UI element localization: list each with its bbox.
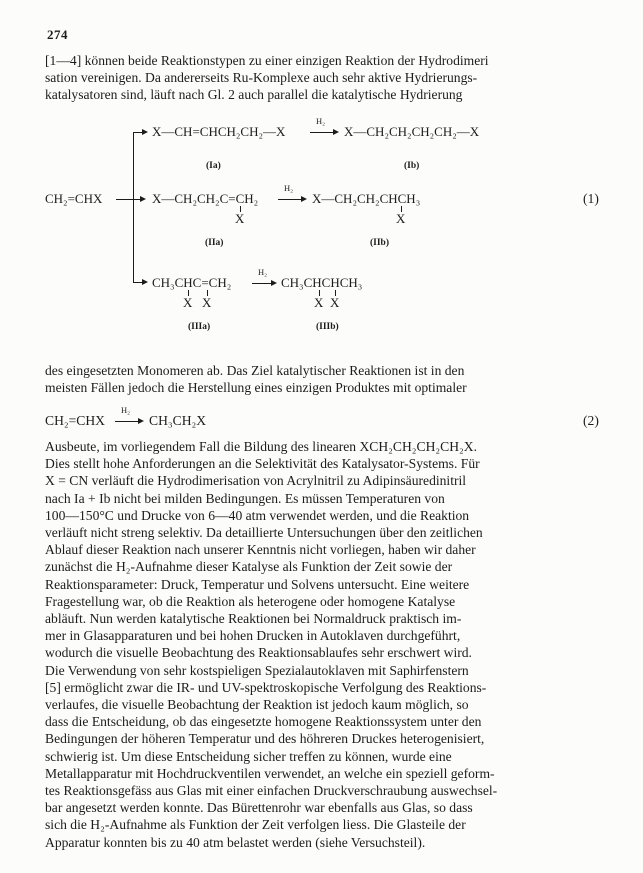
eq2-product: CH₃CH₂X	[149, 413, 207, 428]
branch-arrow-1	[133, 132, 142, 133]
text-line: Reaktionsparameter: Druck, Temperatur und Solvens untersucht. Eine weitere	[45, 576, 470, 592]
text-line: wodurch die visuelle Beobachtung des Reaktionsablaufes sehr erschwert wird.	[45, 645, 472, 661]
h2-label: H₂	[121, 405, 131, 415]
text-line: Dies stellt hohe Anforderungen an die Selektivität des Katalysator-Systems. Für	[45, 456, 480, 472]
arrow-head	[140, 196, 146, 202]
text-line: meisten Fällen jedoch die Herstellung eines einzigen Produktes mit optimaler	[45, 380, 467, 396]
text-line: zunächst die H₂-Aufnahme dieser Katalyse als Funktion der Zeit sowie der	[45, 559, 453, 575]
arrow-head	[142, 279, 148, 285]
reaction-arrow	[278, 199, 302, 200]
text-line: katalysatoren sind, läuft nach Gl. 2 auch parallel die katalytische Hydrierung	[45, 87, 463, 103]
reaction-arrow	[115, 421, 139, 422]
arrow-head	[142, 129, 148, 135]
compound-Ia: X—CH=CHCH₂CH₂—X	[152, 124, 286, 139]
label-IIa: (IIa)	[205, 238, 224, 248]
substituent-x: X	[183, 295, 193, 310]
branch-vertical-line	[133, 132, 134, 282]
arrow-head	[301, 196, 307, 202]
text-line: Metallapparatur mit Hochdruckventilen verwendet, an welche ein speziell geform-	[45, 765, 495, 781]
substituent-x: X	[314, 295, 324, 310]
text-line: bar angesetzt werden konnte. Das Bürettenrohr war ebenfalls aus Glas, so dass	[45, 800, 473, 816]
text-line: Apparatur konnten bis zu 40 atm belastet werden (siehe Versuchsteil).	[45, 834, 426, 850]
text-line: Ausbeute, im vorliegendem Fall die Bildung des linearen XCH₂CH₂CH₂CH₂X.	[45, 439, 477, 454]
h2-label: H₂	[258, 267, 268, 277]
text-line: tes Reaktionsgefäss aus Glas mit einer einfachen Druckverschraubung auswechsel-	[45, 783, 498, 799]
arrow-head	[333, 129, 339, 135]
arrow-head	[138, 418, 144, 424]
label-Ia: (Ia)	[206, 161, 221, 171]
equation-number-1: (1)	[583, 191, 599, 206]
text-line: [1—4] können beide Reaktionstypen zu einer einzigen Reaktion der Hydrodimeri	[45, 53, 489, 68]
text-line: verläuft nicht streng selektiv. Da detaillierte Untersuchungen über den zeitlichen	[45, 525, 483, 541]
compound-IIIb: CH₃CHCHCH₃	[281, 275, 363, 290]
label-IIb: (IIb)	[370, 238, 390, 248]
branch-line	[116, 199, 140, 200]
paragraph-main	[45, 438, 613, 851]
reaction-scheme-1	[0, 112, 643, 342]
text-line: [5] ermöglicht zwar die IR- und UV-spektroskopische Verfolgung des Reaktions-	[45, 679, 487, 695]
text-line: sich die H₂-Aufnahme als Funktion der Zeit verfolgen liess. Die Glasteile der	[45, 817, 466, 833]
label-IIIa: (IIIa)	[188, 322, 211, 332]
text-line: verlaufes, die visuelle Beobachtung der Reaktion ist jedoch kaum möglich, so	[45, 697, 469, 713]
reactant-formula: CH₂=CHX	[45, 191, 103, 206]
text-line: sation vereinigen. Da andererseits Ru-Komplexe auch sehr aktive Hydrierungs-	[45, 70, 478, 86]
reaction-arrow	[252, 283, 272, 284]
h2-label: H₂	[316, 116, 326, 126]
text-line: schwierig ist. Um diese Entscheidung sicher treffen zu können, wurde eine	[45, 748, 452, 764]
h2-label: H₂	[284, 183, 294, 193]
substituent-x: X	[202, 295, 212, 310]
paragraph-middle	[45, 362, 613, 396]
eq2-reactant: CH₂=CHX	[45, 413, 105, 428]
equation-number-2: (2)	[583, 413, 599, 428]
label-IIIb: (IIIb)	[316, 322, 339, 332]
page-number: 274	[47, 27, 68, 42]
text-line: Fragestellung war, ob die Reaktion als heterogene oder homogene Katalyse	[45, 593, 456, 609]
text-line: Die Verwendung von sehr kostspieligen Spezialautoklaven mit Saphirfenstern	[45, 662, 469, 678]
compound-IIa: X—CH₂CH₂C=CH₂	[152, 191, 259, 206]
substituent-x: X	[330, 295, 340, 310]
text-line: Ablauf dieser Reaktion nach unserer Kenntnis nicht vorliegen, haben wir daher	[45, 542, 476, 558]
paragraph-intro	[45, 52, 613, 104]
arrow-head	[271, 280, 277, 286]
text-line: des eingesetzten Monomeren ab. Das Ziel katalytischer Reaktionen ist in den	[45, 363, 465, 378]
reaction-arrow	[310, 132, 334, 133]
text-line: dass die Entscheidung, ob das eingesetzte homogene Reaktionssystem unter den	[45, 714, 482, 730]
compound-IIIa: CH₃CHC=CH₂	[152, 275, 232, 290]
text-line: abläuft. Nun werden katalytische Reaktionen bei Normaldruck praktisch im-	[45, 611, 462, 627]
branch-arrow-3	[133, 282, 142, 283]
compound-IIb: X—CH₂CH₂CHCH₃	[312, 191, 421, 206]
compound-Ib: X—CH₂CH₂CH₂CH₂—X	[344, 124, 480, 139]
substituent-x: X	[235, 211, 245, 226]
text-line: Bedingungen der höheren Temperatur und des höhreren Druckes heterogenisiert,	[45, 731, 485, 747]
text-line: nach Ia + Ib nicht bei milden Bedingungen. Es müssen Temperaturen von	[45, 490, 445, 506]
text-line: mer in Glasapparaturen und bei hohen Drucken in Autoklaven durchgeführt,	[45, 628, 461, 644]
equation-2	[45, 405, 613, 433]
text-line: 100—150°C und Drucke von 6—40 atm verwendet werden, und die Reaktion	[45, 507, 470, 523]
text-line: X = CN verläuft die Hydrodimerisation von Acrylnitril zu Adipinsäuredinitril	[45, 473, 467, 489]
substituent-x: X	[396, 211, 406, 226]
label-Ib: (Ib)	[404, 161, 420, 171]
